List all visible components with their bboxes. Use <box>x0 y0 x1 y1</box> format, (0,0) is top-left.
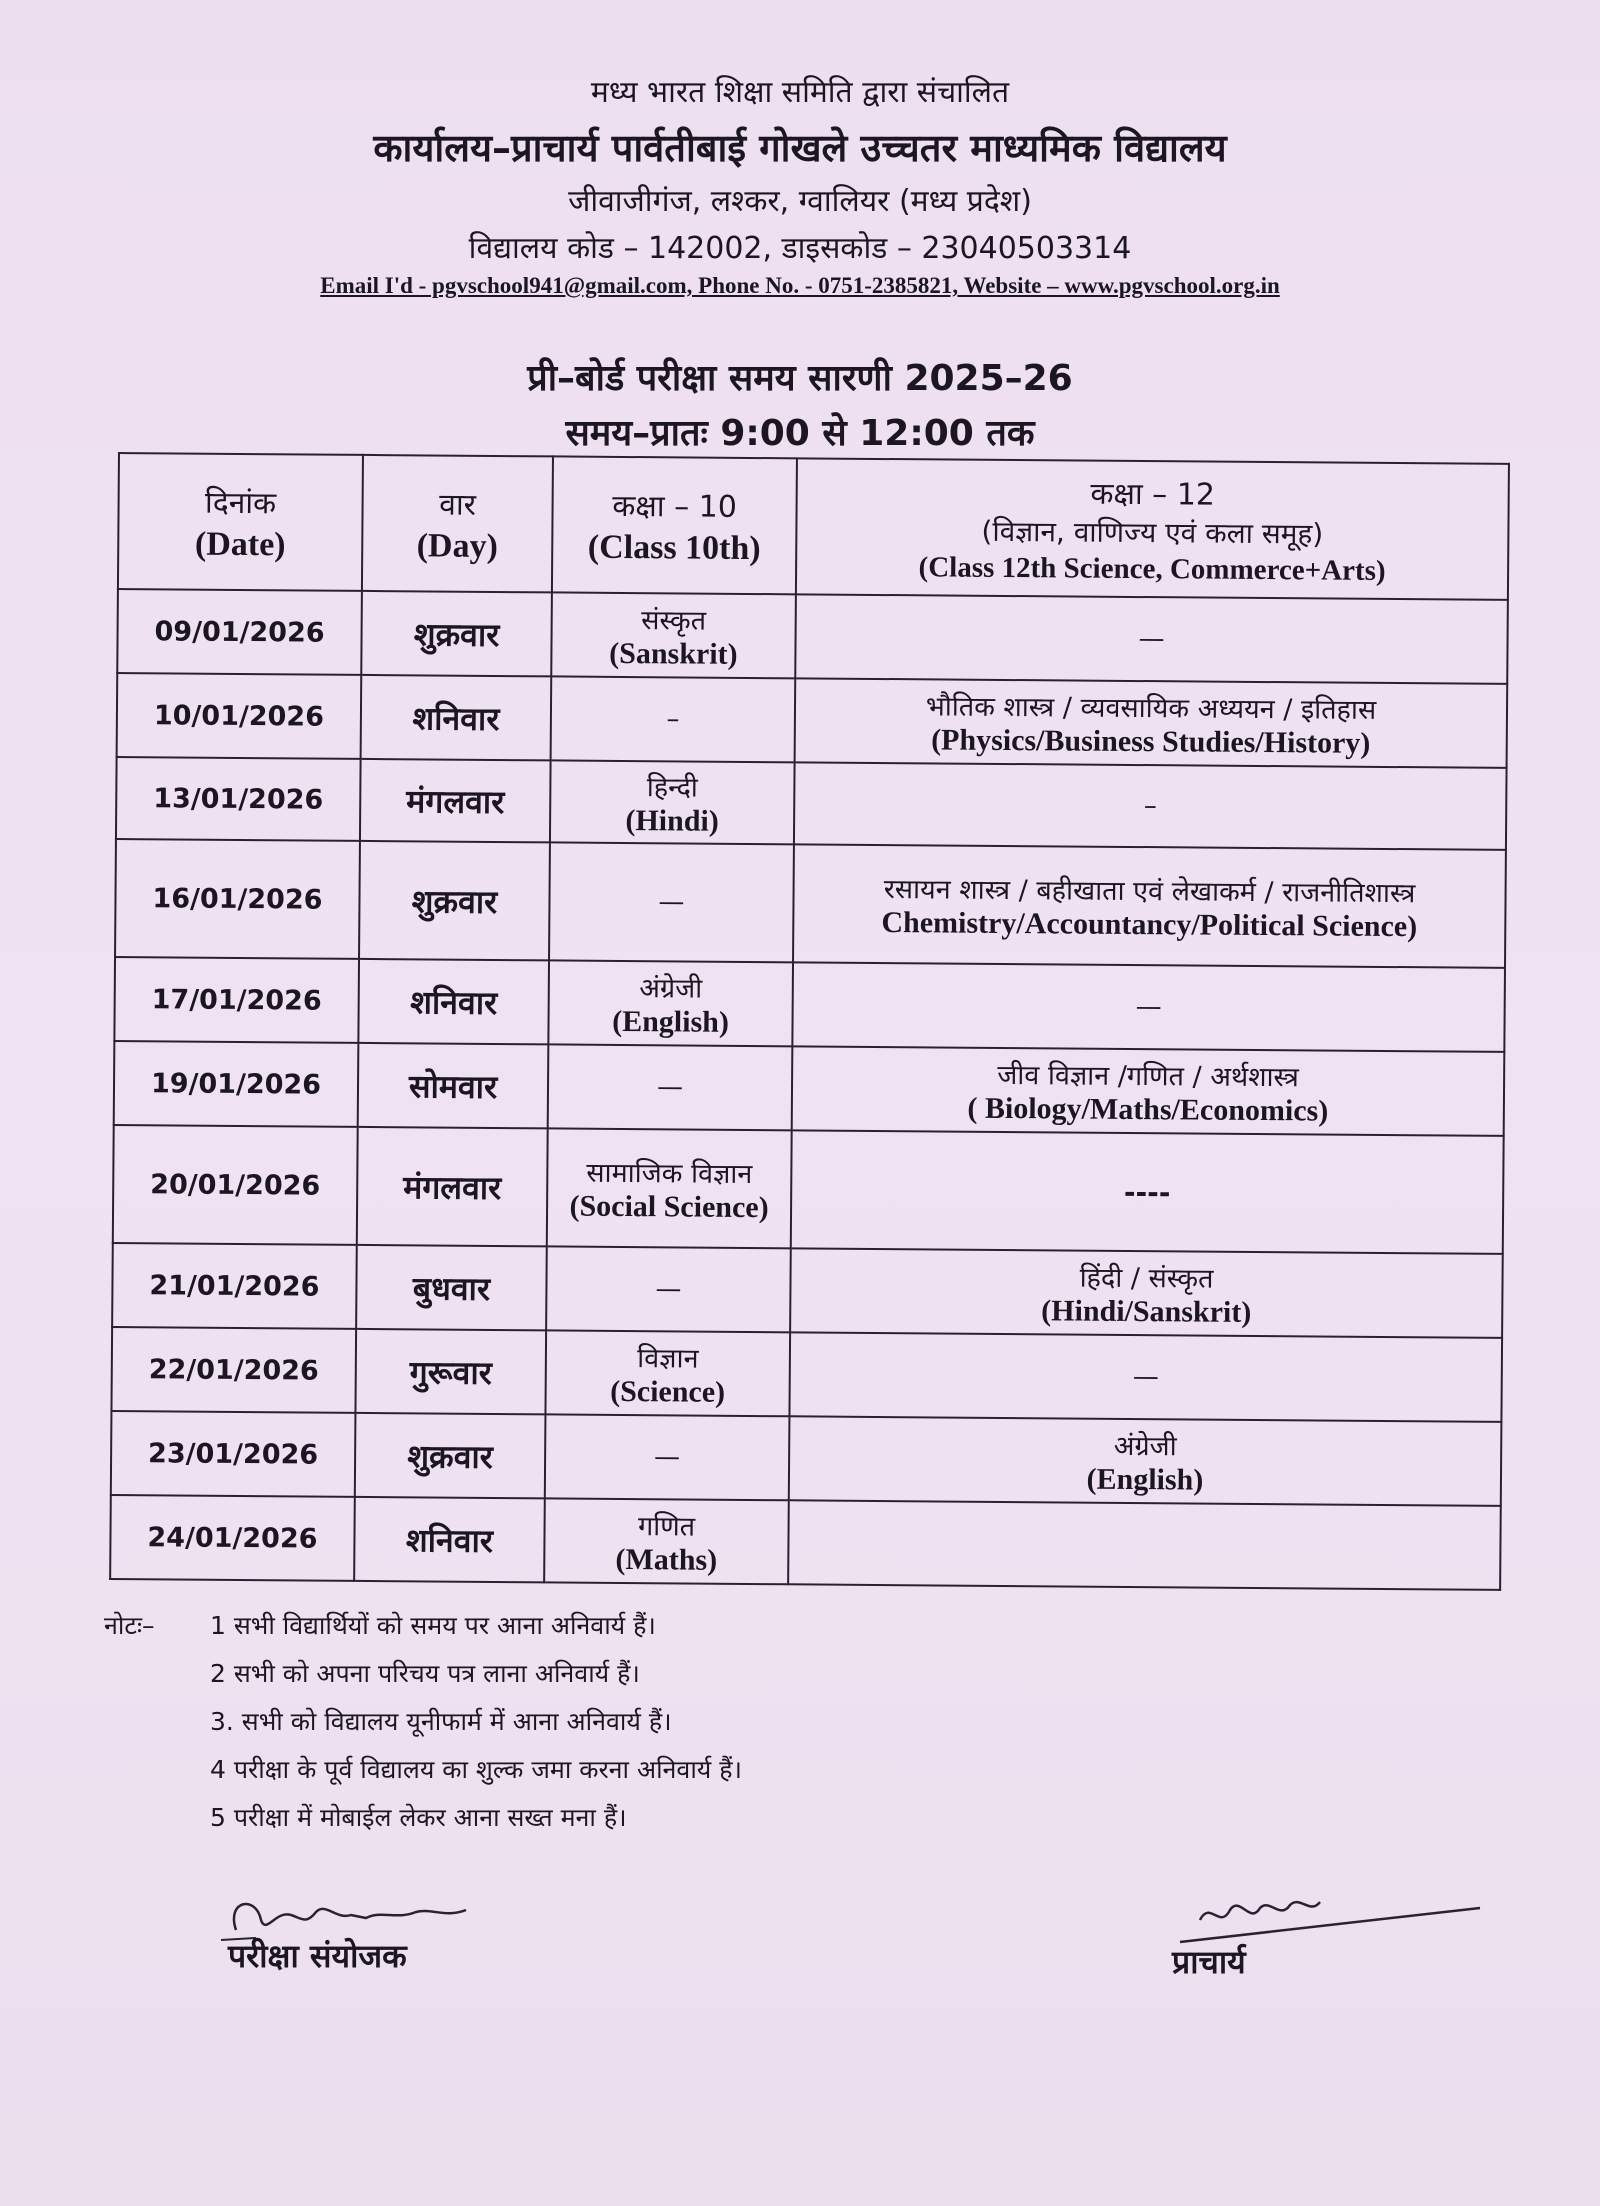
subject-english: (English) <box>612 1004 730 1039</box>
cell-day: शनिवार <box>354 1497 545 1582</box>
cell-class-10 <box>551 676 796 762</box>
empty-marker: — <box>658 887 685 918</box>
society-line: मध्य भारत शिक्षा समिति द्वारा संचालित <box>590 75 1010 110</box>
subject-english: (Maths) <box>615 1542 718 1577</box>
subject-hindi: गणित <box>637 1510 696 1543</box>
exam-coordinator-label: परीक्षा संयोजक <box>228 1937 407 1975</box>
cell-class-10 <box>544 1498 789 1584</box>
header-class-10: कक्षा – 10 (Class 10th) <box>552 456 797 594</box>
exam-coordinator-signature <box>216 1890 556 2000</box>
table-row <box>110 1495 1501 1590</box>
cell-class-10 <box>546 1246 791 1332</box>
cell-class-10 <box>547 1128 792 1248</box>
table-row <box>111 1327 1502 1422</box>
cell-day: शुक्रवार <box>359 841 550 960</box>
subject-hindi: जीव विज्ञान /गणित / अर्थशास्त्र <box>997 1059 1300 1093</box>
note-item: 4 परीक्षा के पूर्व विद्यालय का शुल्क जमा करना अनिवार्य हैं। <box>210 1755 743 1784</box>
subject-english: Chemistry/Accountancy/Political Science) <box>881 905 1418 943</box>
table-row <box>114 1041 1505 1136</box>
table-row <box>116 757 1507 850</box>
header-class-12: कक्षा – 12 (विज्ञान, वाणिज्य एवं कला समूह) (Class 12th Science, Commerce+Arts) <box>796 458 1509 600</box>
school-header <box>0 70 1600 299</box>
subject-hindi: संस्कृत <box>641 604 707 637</box>
notes-list <box>210 1608 1404 1848</box>
cell-class-12 <box>789 1416 1502 1506</box>
cell-class-10 <box>549 842 794 962</box>
cell-class-10 <box>551 592 796 678</box>
subject-hindi: अंग्रेजी <box>1113 1430 1177 1462</box>
subject-english: (Hindi/Sanskrit) <box>1041 1293 1252 1329</box>
cell-date: 23/01/2026 <box>111 1411 356 1497</box>
cell-date: 13/01/2026 <box>116 757 361 841</box>
subject-hindi: अंग्रेजी <box>639 972 703 1005</box>
school-codes: विद्यालय कोड – 142002, डाइसकोड – 23040503314 <box>468 231 1132 266</box>
cell-class-12 <box>795 678 1508 768</box>
principal-label: प्राचार्य <box>1172 1943 1246 1981</box>
empty-marker: — <box>655 1274 682 1305</box>
table-header-row <box>118 453 1509 600</box>
cell-class-12 <box>795 594 1508 684</box>
table-row <box>117 673 1508 768</box>
subject-hindi: हिंदी / संस्कृत <box>1079 1262 1214 1295</box>
notes-section <box>104 1608 1404 1848</box>
cell-date: 19/01/2026 <box>114 1041 359 1127</box>
cell-class-12 <box>794 762 1507 850</box>
cell-date: 16/01/2026 <box>115 839 360 959</box>
cell-day: मंगलवार <box>360 759 551 842</box>
subject-hindi: सामाजिक विज्ञान <box>586 1157 753 1190</box>
cell-class-12 <box>788 1500 1501 1590</box>
school-contact: Email I'd - pgvschool941@gmail.com, Phone No. - 0751-2385821, Website – www.pgvschool.org.in <box>320 273 1280 298</box>
cell-class-10 <box>545 1414 790 1500</box>
empty-marker: ---- <box>1123 1175 1171 1209</box>
empty-marker: — <box>1135 992 1162 1023</box>
exam-time: समय–प्रातः 9:00 से 12:00 तक <box>565 413 1035 454</box>
table-row <box>112 1243 1503 1338</box>
cell-date: 22/01/2026 <box>111 1327 356 1413</box>
cell-class-12 <box>792 962 1505 1052</box>
school-address: जीवाजीगंज, लश्कर, ग्वालियर (मध्य प्रदेश) <box>568 184 1032 219</box>
cell-day: शुक्रवार <box>355 1413 546 1498</box>
subject-english: (Science) <box>610 1374 726 1409</box>
subject-hindi: हिन्दी <box>646 771 699 804</box>
cell-date: 17/01/2026 <box>114 957 359 1043</box>
note-item: 2 सभी को अपना परिचय पत्र लाना अनिवार्य हैं। <box>210 1659 640 1688</box>
table-row <box>115 839 1506 968</box>
cell-date: 24/01/2026 <box>110 1495 355 1581</box>
principal-signature <box>1160 1880 1500 2010</box>
cell-class-10 <box>550 760 795 844</box>
subject-hindi: विज्ञान <box>637 1342 699 1375</box>
cell-date: 09/01/2026 <box>117 589 362 675</box>
table-row <box>117 589 1508 684</box>
table-row <box>114 957 1505 1052</box>
cell-day: सोमवार <box>358 1043 549 1128</box>
subject-hindi: रसायन शास्त्र / बहीखाता एवं लेखाकर्म / राजनीतिशास्त्र <box>883 873 1416 909</box>
empty-marker: — <box>1138 624 1165 655</box>
subject-english: (Hindi) <box>625 803 719 838</box>
cell-day: शनिवार <box>361 675 552 760</box>
subject-english: (Physics/Business Studies/History) <box>931 722 1371 760</box>
subject-english: (Sanskrit) <box>609 636 738 671</box>
notes-label: नोटः– <box>104 1611 155 1640</box>
cell-date: 21/01/2026 <box>112 1243 357 1329</box>
cell-class-10 <box>548 960 793 1046</box>
note-item: 1 सभी विद्यार्थियों को समय पर आना अनिवार्य हैं। <box>210 1611 656 1640</box>
cell-class-12 <box>792 1046 1505 1136</box>
cell-day: मंगलवार <box>357 1127 548 1246</box>
subject-english: (English) <box>1086 1462 1204 1497</box>
note-item: 3. सभी को विद्यालय यूनीफार्म में आना अनिवार्य हैं। <box>210 1707 672 1736</box>
empty-marker: – <box>666 704 680 735</box>
exam-title-main: प्री–बोर्ड परीक्षा समय सारणी 2025–26 <box>527 358 1073 399</box>
table-row <box>113 1125 1504 1254</box>
school-name: कार्यालय–प्राचार्य पार्वतीबाई गोखले उच्चतर माध्यमिक विद्यालय <box>373 126 1227 170</box>
note-item: 5 परीक्षा में मोबाईल लेकर आना सख्त मना हैं। <box>210 1803 627 1832</box>
empty-marker: — <box>656 1072 684 1103</box>
table-row <box>111 1411 1502 1506</box>
subject-hindi: भौतिक शास्त्र / व्यवसायिक अध्ययन / इतिहास <box>925 690 1377 726</box>
cell-class-12 <box>790 1248 1503 1338</box>
cell-date: 10/01/2026 <box>117 673 362 759</box>
cell-day: गुरूवार <box>355 1329 546 1414</box>
empty-marker: – <box>1143 791 1157 822</box>
cell-day: बुधवार <box>356 1245 547 1330</box>
empty-marker: — <box>1132 1361 1159 1393</box>
empty-marker: — <box>654 1442 681 1473</box>
cell-class-12 <box>789 1332 1502 1422</box>
table-body <box>110 589 1508 1590</box>
exam-schedule-table <box>109 452 1510 1591</box>
cell-class-12 <box>793 844 1506 968</box>
header-day: वार (Day) <box>362 455 553 592</box>
subject-english: ( Biology/Maths/Economics) <box>967 1091 1329 1128</box>
exam-title <box>0 352 1600 456</box>
cell-class-12 <box>791 1130 1504 1254</box>
cell-class-10 <box>548 1044 793 1130</box>
header-date: दिनांक (Date) <box>118 453 363 591</box>
subject-english: (Social Science) <box>569 1189 769 1224</box>
cell-date: 20/01/2026 <box>113 1125 358 1245</box>
cell-class-10 <box>545 1330 790 1416</box>
cell-day: शनिवार <box>358 959 549 1044</box>
cell-day: शुक्रवार <box>361 591 552 676</box>
